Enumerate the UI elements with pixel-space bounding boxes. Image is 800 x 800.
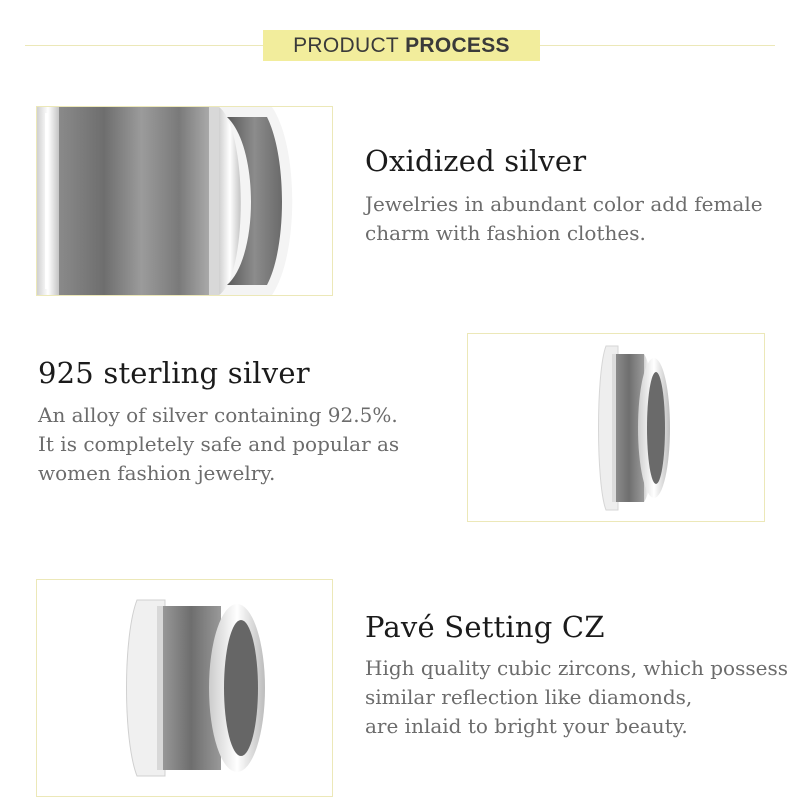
section-title-bold: PROCESS — [405, 33, 510, 57]
section-title-banner — [263, 30, 540, 61]
feature-description-line: similar reflection like diamonds, — [365, 685, 693, 709]
feature-description-line: charm with fashion clothes. — [365, 221, 646, 245]
feature-description-line: women fashion jewelry. — [38, 461, 276, 485]
header-divider-right — [540, 45, 775, 46]
feature-heading: 925 sterling silver — [38, 356, 310, 390]
silver-spacer-closeup-image — [36, 106, 333, 296]
feature-heading: Pavé Setting CZ — [365, 610, 605, 644]
feature-description — [365, 654, 788, 741]
feature-description-line: are inlaid to bright your beauty. — [365, 714, 688, 738]
feature-description — [365, 190, 763, 248]
header-divider-left — [25, 45, 263, 46]
feature-description-line: It is completely safe and popular as — [38, 432, 400, 456]
feature-description-line: An alloy of silver containing 92.5%. — [38, 403, 398, 427]
feature-description — [38, 401, 399, 488]
feature-heading: Oxidized silver — [365, 144, 587, 178]
feature-description-line: Jewelries in abundant color add female — [365, 192, 763, 216]
silver-spacer-side-image — [467, 333, 765, 522]
silver-spacer-angled-image — [36, 579, 333, 797]
section-title-regular: PRODUCT — [293, 33, 400, 57]
feature-description-line: High quality cubic zircons, which possess — [365, 656, 788, 680]
